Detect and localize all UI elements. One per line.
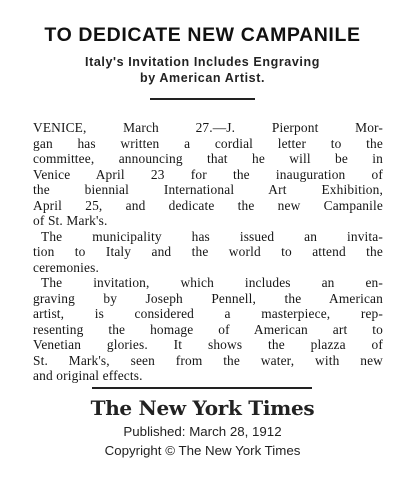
subheadline-line: by American Artist. <box>139 71 266 85</box>
copyright-notice: Copyright © The New York Times <box>104 443 301 458</box>
subheadline-line: Italy's Invitation Includes Engraving <box>85 55 320 69</box>
article-line: tion to Italy and the world to attend the <box>33 244 383 259</box>
article-line: April 25, and dedicate the new Campanile <box>33 197 383 213</box>
article-line: Venice April 23 for the inauguration of <box>33 166 383 182</box>
article-line: gan has written a cordial letter to the <box>33 135 383 151</box>
article-line: St. Mark's, seen from the water, with new <box>33 352 383 368</box>
article-line: the biennial International Art Exhibition, <box>33 182 383 197</box>
article-body <box>33 120 383 384</box>
article-line: artist, is considered a masterpiece, rep- <box>33 306 383 321</box>
article-line: The invitation, which includes an en- <box>41 275 383 290</box>
article-line: and original effects. <box>33 368 143 383</box>
article-line: of St. Mark's. <box>33 213 108 228</box>
article-line: graving by Joseph Pennell, the American <box>33 290 383 306</box>
article-line: Venetian glories. It shows the plazza of <box>33 337 383 352</box>
article-line: ceremonies. <box>33 259 99 275</box>
article-line: committee, announcing that he will be in <box>33 151 383 166</box>
article-line: The municipality has issued an invita- <box>41 228 383 244</box>
published-date: Published: March 28, 1912 <box>123 424 282 439</box>
masthead-logo: The New York Times <box>90 396 315 420</box>
divider-rule-top <box>150 98 255 100</box>
headline: TO DEDICATE NEW CAMPANILE <box>44 24 361 46</box>
divider-rule-bottom <box>92 387 312 389</box>
article-line: VENICE, March 27.—J. Pierpont Mor- <box>33 120 383 135</box>
subheadline <box>20 54 385 86</box>
article-line: resenting the homage of American art to <box>33 321 383 337</box>
